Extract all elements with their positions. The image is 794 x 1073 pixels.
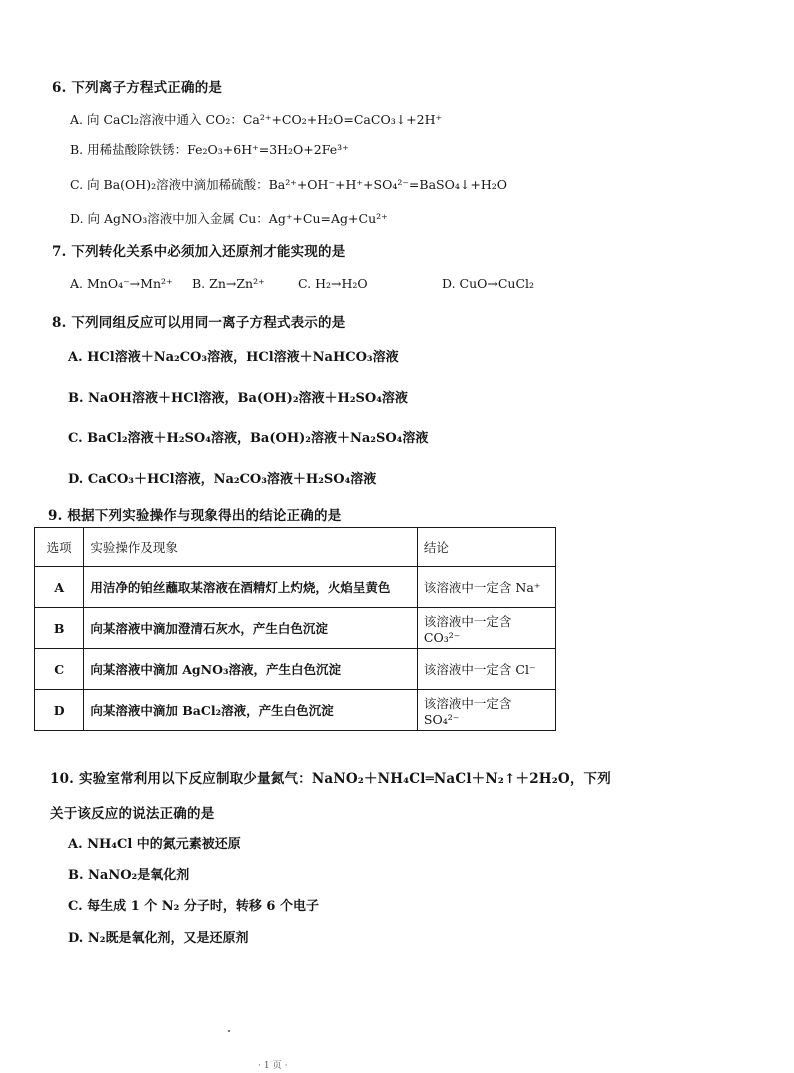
question-6-stem: 6. 下列离子方程式正确的是	[52, 80, 223, 96]
table-cell-option: B	[35, 608, 84, 649]
question-8-stem: 8. 下列同组反应可以用同一离子方程式表示的是	[52, 315, 346, 331]
question-6-option-d: D. 向 AgNO₃溶液中加入金属 Cu：Ag⁺+Cu=Ag+Cu²⁺	[70, 211, 388, 226]
table-header-option: 选项	[35, 528, 84, 567]
table-cell-operation: 向某溶液中滴加 AgNO₃溶液，产生白色沉淀	[84, 649, 418, 690]
question-10-stem-line2: 关于该反应的说法正确的是	[50, 806, 215, 822]
question-10-option-a: A. NH₄Cl 中的氮元素被还原	[68, 837, 241, 852]
table-header-conclusion: 结论	[417, 528, 555, 567]
question-8-option-b: B. NaOH溶液＋HCl溶液，Ba(OH)₂溶液＋H₂SO₄溶液	[68, 391, 408, 406]
table-cell-option: A	[35, 567, 84, 608]
table-cell-operation: 向某溶液中滴加 BaCl₂溶液，产生白色沉淀	[84, 690, 418, 731]
question-7-option-a: A. MnO₄⁻→Mn²⁺	[70, 276, 173, 291]
table-cell-option: D	[35, 690, 84, 731]
table-cell-conclusion: 该溶液中一定含 Na⁺	[417, 567, 555, 608]
table-row	[35, 567, 556, 608]
table-row	[35, 690, 556, 731]
question-6-option-a: A. 向 CaCl₂溶液中通入 CO₂：Ca²⁺+CO₂+H₂O=CaCO₃↓+2H⁺	[70, 112, 443, 127]
table-cell-operation: 用洁净的铂丝蘸取某溶液在酒精灯上灼烧，火焰呈黄色	[84, 567, 418, 608]
table-row	[35, 608, 556, 649]
table-header-row	[35, 528, 556, 567]
table-row	[35, 649, 556, 690]
question-7-option-d: D. CuO→CuCl₂	[442, 276, 535, 291]
question-7-stem: 7. 下列转化关系中必须加入还原剂才能实现的是	[52, 244, 346, 260]
question-6-option-b: B. 用稀盐酸除铁锈：Fe₂O₃+6H⁺=3H₂O+2Fe³⁺	[70, 142, 349, 157]
question-8-option-a: A. HCl溶液＋Na₂CO₃溶液，HCl溶液＋NaHCO₃溶液	[68, 350, 399, 365]
question-10-option-d: D. N₂既是氧化剂，又是还原剂	[68, 931, 249, 946]
question-10-stem-line1: 10. 实验室常利用以下反应制取少量氮气：NaNO₂＋NH₄Cl═NaCl＋N₂↑＋2H₂O，下列	[50, 771, 611, 787]
question-10-option-c: C. 每生成 1 个 N₂ 分子时，转移 6 个电子	[68, 899, 319, 914]
table-cell-option: C	[35, 649, 84, 690]
page-footer: ·1页·	[258, 1061, 291, 1071]
question-6-option-c: C. 向 Ba(OH)₂溶液中滴加稀硫酸：Ba²⁺+OH⁻+H⁺+SO₄²⁻=BaSO₄↓+H₂O	[70, 177, 507, 192]
table-cell-operation: 向某溶液中滴加澄清石灰水，产生白色沉淀	[84, 608, 418, 649]
experiment-table	[34, 527, 556, 731]
question-7-option-c: C. H₂→H₂O	[298, 276, 368, 291]
question-8-option-d: D. CaCO₃＋HCl溶液，Na₂CO₃溶液＋H₂SO₄溶液	[68, 472, 377, 487]
table-cell-conclusion: 该溶液中一定含 Cl⁻	[417, 649, 555, 690]
question-7-option-b: B. Zn→Zn²⁺	[192, 276, 265, 291]
table-header-operation: 实验操作及现象	[84, 528, 418, 567]
question-10-option-b: B. NaNO₂是氧化剂	[68, 868, 190, 883]
table-cell-conclusion: 该溶液中一定含 SO₄²⁻	[417, 690, 555, 731]
question-9-stem: 9. 根据下列实验操作与现象得出的结论正确的是	[48, 508, 342, 524]
table-cell-conclusion: 该溶液中一定含 CO₃²⁻	[417, 608, 555, 649]
scan-speck	[228, 1030, 230, 1032]
question-8-option-c: C. BaCl₂溶液＋H₂SO₄溶液，Ba(OH)₂溶液＋Na₂SO₄溶液	[68, 431, 429, 446]
